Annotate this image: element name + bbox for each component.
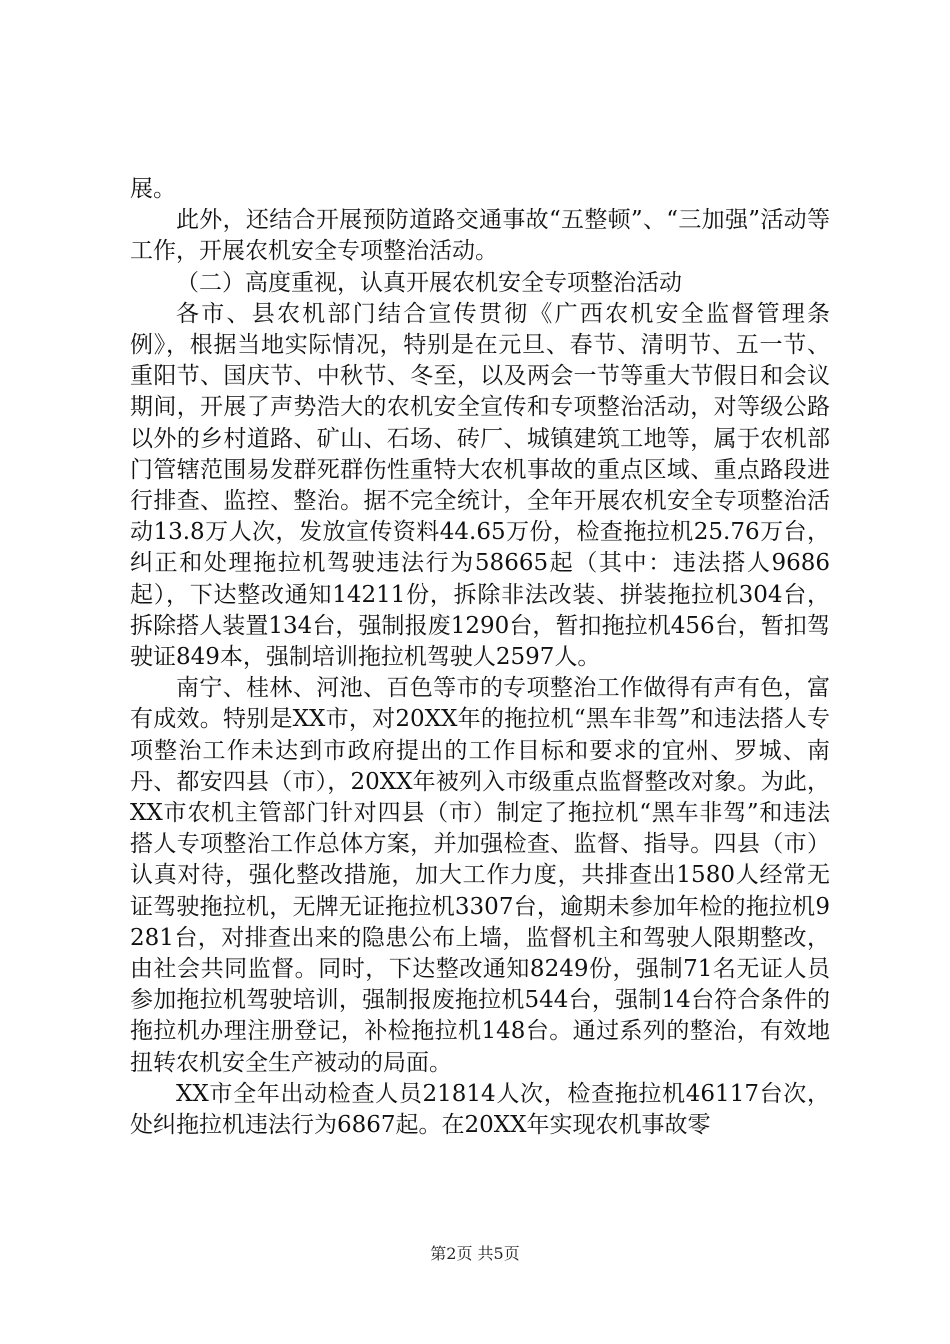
paragraph-statistics: 各市、县农机部门结合宣传贯彻《广西农机安全监督管理条例》，根据当地实际情况，特别是在元旦、春节、清明节、五一节、重阳节、国庆节、中秋节、冬至，以及两会一节等重大节假日和会议期间，开展了声势浩大的农机安全宣传和专项整治活动，对等级公路以外的乡村道路、矿山、石场、砖厂、城镇建筑工地等，属于农机部门管辖范围易发群死群伤性重特大农机事故的重点区域、重点路段进行排查、监控、整治。据不完全统计，全年开展农机安全专项整治活动13.8万人次，发放宣传资料44.65万份，检查拖拉机25.76万台，纠正和处理拖拉机驾驶违法行为58665起（其中：违法搭人9686起），下达整改通知14211份，拆除非法改装、拼装拖拉机304台，拆除搭人装置134台，强制报废1290台，暂扣拖拉机456台，暂扣驾驶证849本，强制培训拖拉机驾驶人2597人。 — [130, 300, 830, 671]
document-body — [130, 174, 830, 1141]
section-heading: （二）高度重视，认真开展农机安全专项整治活动 — [176, 269, 682, 296]
paragraph-preventive-activities: 此外，还结合开展预防道路交通事故“五整顿”、“三加强”活动等工作，开展农机安全专项整治活动。 — [130, 207, 830, 265]
paragraph-annual-inspection: XX市全年出动检查人员21814人次，检查拖拉机46117台次，处纠拖拉机违法行为6867起。在20XX年实现农机事故零 — [130, 1080, 830, 1139]
page-number-footer: 第2页 共5页 — [430, 1244, 520, 1263]
paragraph-city-case: 南宁、桂林、河池、百色等市的专项整治工作做得有声有色，富有成效。特别是XX市，对20XX年的拖拉机“黑车非驾”和违法搭人专项整治工作未达到市政府提出的工作目标和要求的宜州、罗城、南丹、都安四县（市），20XX年被列入市级重点监督整改对象。为此，XX市农机主管部门针对四县（市）制定了拖拉机“黑车非驾”和违法搭人专项整治工作总体方案，并加强检查、监督、指导。四县（市）认真对待，强化整改措施，加大工作力度，共排查出1580人经常无证驾驶拖拉机，无牌无证拖拉机3307台，逾期未参加年检的拖拉机9281台，对排查出来的隐患公布上墙，监督机主和驾驶人限期整改，由社会共同监督。同时，下达整改通知8249份，强制71名无证人员参加拖拉机驾驶培训，强制报废拖拉机544台，强制14台符合条件的拖拉机办理注册登记，补检拖拉机148台。通过系列的整治，有效地扭转农机安全生产被动的局面。 — [130, 675, 830, 1076]
paragraph-continuation: 展。 — [130, 176, 176, 202]
